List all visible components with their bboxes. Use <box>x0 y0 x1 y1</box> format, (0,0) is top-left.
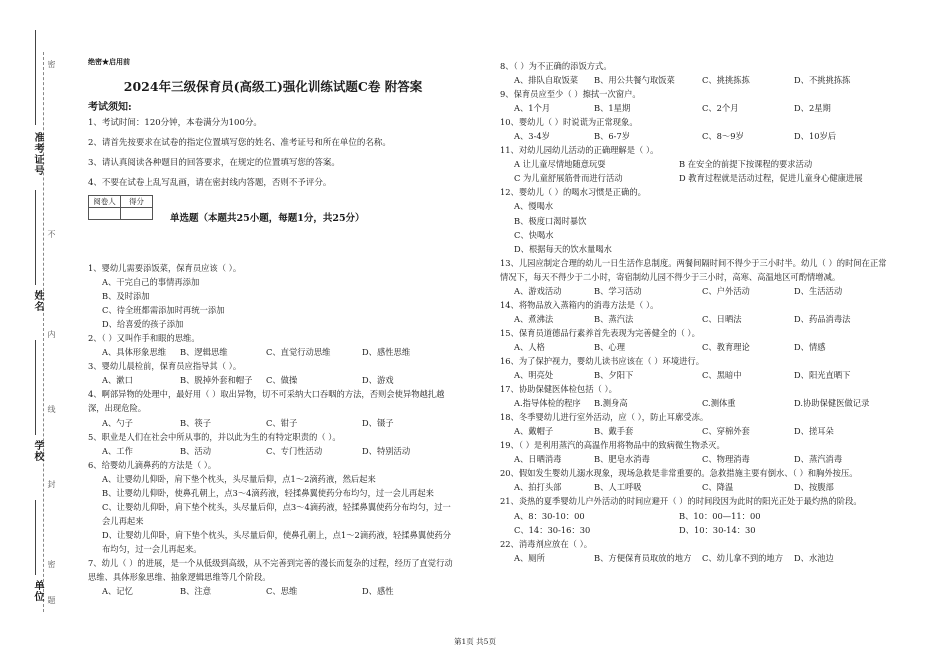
question-stem: 16、为了保护视力，婴幼儿读书应该在（ ）环境进行。 <box>500 355 705 366</box>
answer-option[interactable]: B.测身高 <box>594 398 628 409</box>
question-stem: 11、对幼儿园幼儿活动的正确理解是（ ）。 <box>500 145 659 156</box>
secret-mark: 绝密★启用前 <box>88 57 130 66</box>
answer-option[interactable]: A、煮沸法 <box>514 313 554 324</box>
answer-option[interactable]: B、脱掉外套和帽子 <box>180 375 253 386</box>
options-row <box>500 523 890 537</box>
answer-option[interactable]: B、极度口渴时暴饮 <box>514 215 587 226</box>
seal-char: 不 <box>47 230 56 238</box>
answer-option[interactable]: C、挑挑拣拣 <box>702 75 750 86</box>
options-row <box>500 312 890 326</box>
question-stem: 12、婴幼儿（ ）的喝水习惯是正确的。 <box>500 187 646 198</box>
options-row <box>500 73 890 87</box>
answer-option[interactable]: D、蒸汽消毒 <box>794 454 843 465</box>
answer-option[interactable]: C、快喝水 <box>514 229 554 240</box>
answer-option[interactable]: C、降温 <box>702 482 734 493</box>
answer-option[interactable]: B、心理 <box>594 341 625 352</box>
answer-option[interactable]: D、游戏 <box>362 375 394 386</box>
answer-option[interactable]: B、蒸汽法 <box>594 313 634 324</box>
options-row <box>88 416 458 430</box>
admission-number-label: 准考证号 <box>32 132 43 176</box>
options-row <box>500 509 890 523</box>
answer-option[interactable]: D、搓耳朵 <box>794 426 834 437</box>
answer-option[interactable]: C、2个月 <box>702 103 739 114</box>
answer-option[interactable]: A、让婴幼儿仰卧，肩下垫个枕头，头尽量后仰，点1～2滴药液，然后起来 <box>102 473 376 484</box>
answer-option[interactable]: B、活动 <box>180 445 211 456</box>
question-stem: 22、消毒剂应放在（ ）。 <box>500 538 593 549</box>
answer-option[interactable]: B、让婴幼儿仰卧，使鼻孔朝上，点3～4滴药液，轻揉鼻翼使药分布均匀，过一会儿再起来 <box>102 487 434 498</box>
answer-option[interactable]: C、思维 <box>266 586 298 597</box>
options-row <box>500 424 890 438</box>
notice-item: 3、请认真阅读各种题目的回答要求，在规定的位置填写您的答案。 <box>88 158 340 168</box>
answer-option[interactable]: A、人格 <box>514 341 545 352</box>
question-stem: 15、保育员道德品行素养首先表现为完善健全的（ ）。 <box>500 327 700 338</box>
answer-option[interactable]: A、拍打头部 <box>514 482 562 493</box>
answer-option[interactable]: C、幼儿拿不到的地方 <box>702 552 784 563</box>
answer-option[interactable]: A、漱口 <box>102 375 133 386</box>
answer-option[interactable]: C、直觉行动思维 <box>266 347 331 358</box>
answer-option[interactable]: C、让婴幼儿仰卧，肩下垫个枕头，头尽量后仰，点3～4滴药液，轻揉鼻翼使药分布均匀，过一会儿再起来 <box>102 501 451 526</box>
answer-option[interactable]: B、及时添加 <box>102 291 150 302</box>
answer-option[interactable]: D、根据每天的饮水量喝水 <box>514 243 612 254</box>
answer-option[interactable]: B、10：00—11：00 <box>679 510 761 521</box>
options-row <box>88 345 458 359</box>
seal-char: 线 <box>47 405 56 413</box>
options-row <box>500 368 890 382</box>
answer-option[interactable]: B、人工呼吸 <box>594 482 642 493</box>
answer-option[interactable]: D.协助保健医做记录 <box>794 398 870 409</box>
question-stem: 18、冬季婴幼儿进行室外活动，应（ ），防止耳廓受冻。 <box>500 412 709 423</box>
answer-option[interactable]: D 教育过程就是活动过程，促进儿童身心健康进展 <box>679 173 863 184</box>
answer-option[interactable]: C、黑暗中 <box>702 370 742 381</box>
answer-option[interactable]: D、药品消毒法 <box>794 313 851 324</box>
answer-option[interactable]: B、筷子 <box>180 417 211 428</box>
answer-option[interactable]: B、戴手套 <box>594 426 634 437</box>
school-label: 学校 <box>32 440 43 462</box>
answer-option[interactable]: D、按腹部 <box>794 482 834 493</box>
answer-option[interactable]: D、特别活动 <box>362 445 411 456</box>
answer-option[interactable]: A、厕所 <box>514 552 545 563</box>
notice-item: 4、不要在试卷上乱写乱画，请在密封线内答题，否则不予评分。 <box>88 178 332 188</box>
answer-option[interactable]: A、记忆 <box>102 586 133 597</box>
answer-option[interactable]: D、给喜爱的孩子添加 <box>102 319 184 330</box>
answer-option[interactable]: D、感性 <box>362 586 394 597</box>
question-stem: 14、将物品放入蒸箱内的消毒方法是（ ）。 <box>500 299 659 310</box>
answer-option[interactable]: D、情感 <box>794 341 826 352</box>
options-row <box>500 396 890 410</box>
answer-option[interactable]: D、阳光直晒下 <box>794 370 851 381</box>
answer-option[interactable]: C、物理消毒 <box>702 454 750 465</box>
answer-option[interactable]: A、干完自己的事情再添加 <box>102 277 200 288</box>
answer-option[interactable]: C、日晒法 <box>702 313 742 324</box>
answer-option[interactable]: D、感性思维 <box>362 347 411 358</box>
unit-blank <box>35 500 36 575</box>
answer-option[interactable]: C、教育理论 <box>702 341 750 352</box>
binding-margin <box>0 0 70 671</box>
answer-option[interactable]: A、1个月 <box>514 103 551 114</box>
answer-option[interactable]: C、穿棉外套 <box>702 426 750 437</box>
answer-option[interactable]: C、14：30-16：30 <box>514 524 591 535</box>
options-row <box>500 551 890 565</box>
question-stem: 10、婴幼儿（ ）时说谎为正常现象。 <box>500 117 638 128</box>
score-cell <box>121 208 153 220</box>
options-row <box>500 452 890 466</box>
answer-option[interactable]: D、镊子 <box>362 417 394 428</box>
options-row <box>88 373 458 387</box>
answer-option[interactable]: D、2星期 <box>794 103 831 114</box>
answer-option[interactable]: C、待全班都需添加时再统一添加 <box>102 305 225 316</box>
page-footer: 第1页 共5页 <box>454 637 496 646</box>
name-blank <box>35 190 36 285</box>
answer-option[interactable]: B、夕阳下 <box>594 370 634 381</box>
options-row <box>500 171 890 185</box>
question-stem: 7、幼儿（ ）的进展，是一个从低级到高级，从不完善到完善的漫长而复杂的过程，经历了直觉行动思维、具体形象思维、抽象逻辑思维等几个阶段。 <box>88 557 453 583</box>
section-title: 单选题（本题共25小题，每题1分，共25分） <box>170 213 365 224</box>
options-row <box>88 584 458 598</box>
notice-heading: 考试须知: <box>88 102 132 113</box>
answer-option[interactable]: A.指导体检的程序 <box>514 398 581 409</box>
answer-option[interactable]: D、水池边 <box>794 552 834 563</box>
answer-option[interactable]: A、日晒消毒 <box>514 454 562 465</box>
options-row <box>500 101 890 115</box>
answer-option[interactable]: D、10：30-14：30 <box>679 524 756 535</box>
name-label: 姓名 <box>32 290 43 312</box>
grader-header: 阅卷人 <box>89 196 121 208</box>
question-stem: 4、啊部异物的处理中，最好用（ ）取出异物，切不可采纳大口吞咽的方法，否则会使异物越扎越深，出现危险。 <box>88 389 445 414</box>
question-stem: 1、婴幼儿需要添饭菜，保育员应该（ ）。 <box>88 263 242 273</box>
options-row <box>500 480 890 494</box>
answer-option[interactable]: C、8～9岁 <box>702 131 744 142</box>
grader-cell <box>89 208 121 220</box>
options-row <box>500 340 890 354</box>
answer-option[interactable]: D、不挑挑拣拣 <box>794 75 851 86</box>
answer-option[interactable]: B、1星期 <box>594 103 631 114</box>
answer-option[interactable]: C、专门性活动 <box>266 445 323 456</box>
answer-option[interactable]: A、勺子 <box>102 417 133 428</box>
question-stem: 3、婴幼儿晨检前，保育员应指导其（ ）。 <box>88 361 242 372</box>
answer-option[interactable]: A、3-4岁 <box>514 131 550 142</box>
notice-item: 1、考试时间：120分钟，本卷满分为100分。 <box>88 118 262 128</box>
admission-number-blank <box>35 30 36 125</box>
question-stem: 17、协助保健医体检包括（ ）。 <box>500 384 617 395</box>
answer-option[interactable]: B、学习活动 <box>594 285 642 296</box>
answer-option[interactable]: D、生活活动 <box>794 285 843 296</box>
answer-option[interactable]: A、排队自取饭菜 <box>514 75 579 86</box>
question-stem: 20、假如发生婴幼儿溺水现象，现场急救是非常重要的。急救措施主要有倒水、（ ）和胸外按压。 <box>500 468 858 479</box>
answer-option[interactable]: A、工作 <box>102 445 133 456</box>
options-row <box>500 157 890 171</box>
seal-char: 题 <box>47 596 56 604</box>
answer-option[interactable]: C、钳子 <box>266 417 298 428</box>
question-stem: 8、（ ）为不正确的添饭方式。 <box>500 61 612 71</box>
question-stem: 13、儿园应制定合理的幼儿一日生活作息制度。两餐间隔时间不得少于三小时半。幼儿（ ）的时间在正常情况下，每天不得少于二小时，寄宿制幼儿园不得少于三小时，高寒、高温地区可酌情增减。 <box>500 257 887 282</box>
answer-option[interactable]: B、6-7岁 <box>594 131 631 142</box>
answer-option[interactable]: A、慢喝水 <box>514 201 554 212</box>
question-stem: 21、炎热的夏季婴幼儿户外活动的时间应避开（ ）的时间段因为此时的阳光正处于最灼热的阶段。 <box>500 496 862 507</box>
answer-option[interactable]: B、用公共餐勺取饭菜 <box>594 75 675 86</box>
answer-option[interactable]: A、明亮处 <box>514 370 554 381</box>
answer-option[interactable]: A、戴帽子 <box>514 426 554 437</box>
answer-option[interactable]: B、注意 <box>180 586 211 597</box>
options-row <box>88 444 458 458</box>
options-row <box>500 284 890 298</box>
notice-item: 2、请首先按要求在试卷的指定位置填写您的姓名、准考证号和所在单位的名称。 <box>88 138 391 148</box>
seal-char: 密 <box>47 560 56 568</box>
answer-option[interactable]: A、具体形象思维 <box>102 347 167 358</box>
answer-option[interactable]: C、做操 <box>266 375 298 386</box>
unit-label: 单位 <box>32 580 43 602</box>
question-stem: 2、（ ）又叫作手和眼的思维。 <box>88 333 200 344</box>
school-blank <box>35 340 36 435</box>
score-table <box>88 195 153 220</box>
seal-char: 封 <box>47 480 56 488</box>
question-stem: 19、（ ）是利用蒸汽的高温作用将物品中的致病微生物杀灭。 <box>500 440 725 451</box>
answer-option[interactable]: C、户外活动 <box>702 285 750 296</box>
score-header: 得分 <box>121 196 153 208</box>
answer-option[interactable]: B 在安全的前提下按课程的要求活动 <box>679 159 813 170</box>
question-stem: 9、保育员应至少（ ）擦拭一次窗户。 <box>500 89 641 100</box>
answer-option[interactable]: A 让儿童尽情地随意玩耍 <box>514 159 606 170</box>
answer-option[interactable]: B、逻辑思维 <box>180 347 228 358</box>
answer-option[interactable]: B、肥皂水消毒 <box>594 454 650 465</box>
answer-option[interactable]: D、10岁后 <box>794 131 837 142</box>
question-stem: 5、职业是人们在社会中所从事的，并以此为生的有特定职责的（ ）。 <box>88 431 341 442</box>
left-question-column <box>88 261 458 598</box>
question-stem: 6、给婴幼儿滴鼻药的方法是（ ）。 <box>88 459 217 470</box>
seal-char: 内 <box>47 330 56 338</box>
answer-option[interactable]: B、方便保育员取放的地方 <box>594 552 692 563</box>
answer-option[interactable]: A、8：30-10：00 <box>514 510 585 521</box>
answer-option[interactable]: C 为儿童舒展筋骨而进行活动 <box>514 173 623 184</box>
answer-option[interactable]: D、让婴幼儿仰卧，肩下垫个枕头，头尽量后仰，使鼻孔朝上，点1～2滴药液，轻揉鼻翼使药分布均匀，过一会儿再起来。 <box>102 529 452 554</box>
answer-option[interactable]: C.测体重 <box>702 398 736 409</box>
right-question-column <box>500 59 890 565</box>
page-title: 2024年三级保育员(高级工)强化训练试题C卷 附答案 <box>123 79 423 94</box>
options-row <box>500 129 890 143</box>
answer-option[interactable]: A、游戏活动 <box>514 285 562 296</box>
seal-char: 密 <box>47 60 56 68</box>
